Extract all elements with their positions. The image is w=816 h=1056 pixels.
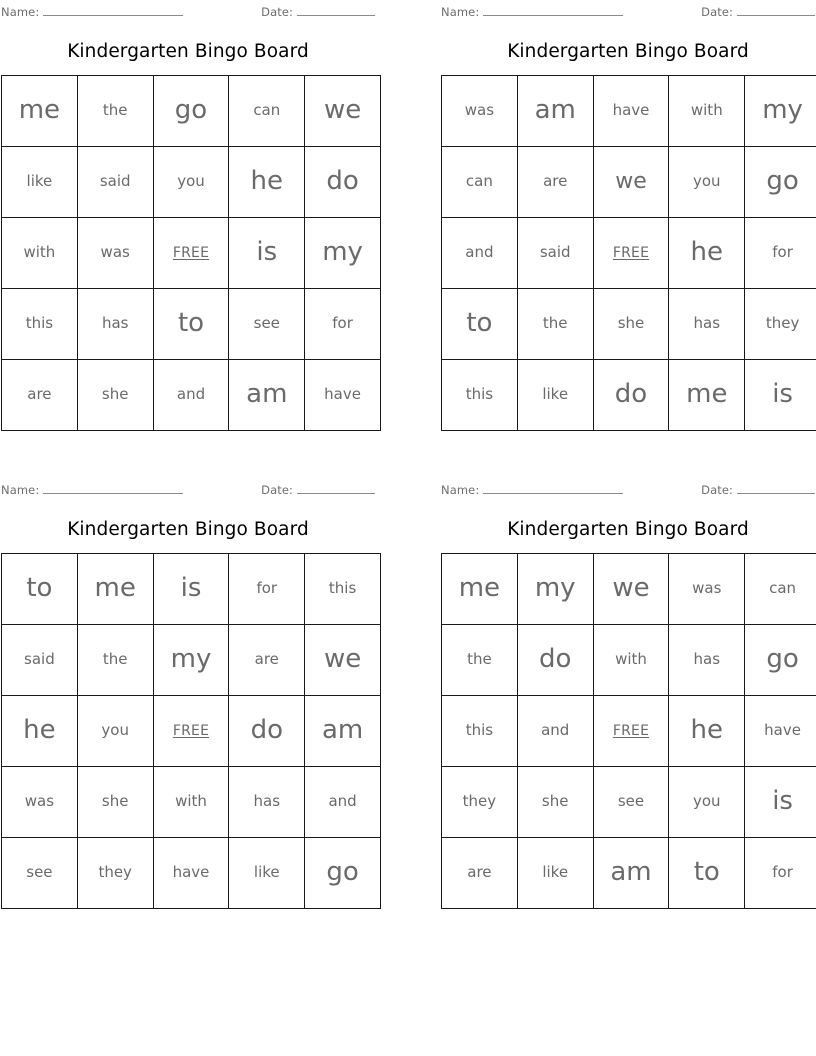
bingo-cell[interactable]: go xyxy=(153,76,229,147)
bingo-cell[interactable]: am xyxy=(305,696,381,767)
bingo-cell[interactable]: has xyxy=(229,767,305,838)
bingo-cell[interactable]: the xyxy=(442,625,518,696)
bingo-cell[interactable]: has xyxy=(669,289,745,360)
bingo-cell[interactable]: am xyxy=(593,838,669,909)
bingo-cell[interactable]: said xyxy=(77,147,153,218)
date-input-line[interactable] xyxy=(737,482,815,494)
bingo-cell[interactable]: am xyxy=(517,76,593,147)
bingo-cell[interactable]: she xyxy=(77,767,153,838)
bingo-row xyxy=(442,218,816,289)
bingo-cell[interactable]: my xyxy=(153,625,229,696)
bingo-card xyxy=(441,478,815,909)
name-input-line[interactable] xyxy=(43,482,183,494)
bingo-cell[interactable]: is xyxy=(229,218,305,289)
bingo-cell[interactable]: to xyxy=(2,554,78,625)
date-label: Date: xyxy=(701,5,733,19)
bingo-cell[interactable]: my xyxy=(517,554,593,625)
date-label: Date: xyxy=(261,483,293,497)
bingo-cell[interactable]: like xyxy=(229,838,305,909)
bingo-cell[interactable]: for xyxy=(745,218,816,289)
name-input-line[interactable] xyxy=(483,4,623,16)
bingo-row xyxy=(2,696,381,767)
bingo-cell[interactable]: was xyxy=(442,76,518,147)
free-space-cell[interactable]: FREE xyxy=(593,696,669,767)
bingo-cell[interactable]: is xyxy=(745,767,816,838)
name-date-row xyxy=(441,478,815,500)
card-title: Kindergarten Bingo Board xyxy=(67,519,309,540)
name-input-line[interactable] xyxy=(43,4,183,16)
bingo-card xyxy=(441,0,815,431)
bingo-cell[interactable]: we xyxy=(593,554,669,625)
bingo-cell[interactable]: he xyxy=(669,218,745,289)
bingo-row xyxy=(2,360,381,431)
bingo-cell[interactable]: we xyxy=(305,625,381,696)
name-label: Name: xyxy=(1,5,40,19)
bingo-cell[interactable]: this xyxy=(305,554,381,625)
bingo-cell[interactable]: and xyxy=(305,767,381,838)
bingo-row xyxy=(442,838,816,909)
bingo-cell[interactable]: and xyxy=(153,360,229,431)
bingo-row xyxy=(442,76,816,147)
bingo-cell[interactable]: we xyxy=(593,147,669,218)
bingo-cell[interactable]: to xyxy=(153,289,229,360)
bingo-cell[interactable]: said xyxy=(2,625,78,696)
bingo-cell[interactable]: with xyxy=(2,218,78,289)
bingo-cell[interactable]: the xyxy=(517,289,593,360)
bingo-cell[interactable]: this xyxy=(442,360,518,431)
name-input-line[interactable] xyxy=(483,482,623,494)
card-title: Kindergarten Bingo Board xyxy=(67,41,309,62)
bingo-cell[interactable]: like xyxy=(517,360,593,431)
bingo-cell[interactable]: to xyxy=(442,289,518,360)
bingo-cell[interactable]: with xyxy=(593,625,669,696)
bingo-cell[interactable]: and xyxy=(442,218,518,289)
bingo-cell[interactable]: see xyxy=(2,838,78,909)
bingo-cell[interactable]: she xyxy=(593,289,669,360)
bingo-cell[interactable]: can xyxy=(745,554,816,625)
bingo-cell[interactable]: they xyxy=(77,838,153,909)
bingo-row xyxy=(2,554,381,625)
bingo-row xyxy=(442,147,816,218)
bingo-row xyxy=(442,360,816,431)
bingo-cell[interactable]: he xyxy=(229,147,305,218)
bingo-cell[interactable]: my xyxy=(745,76,816,147)
date-label: Date: xyxy=(261,5,293,19)
bingo-cell[interactable]: me xyxy=(669,360,745,431)
bingo-card xyxy=(1,478,375,909)
bingo-row xyxy=(442,625,816,696)
bingo-cell[interactable]: for xyxy=(305,289,381,360)
bingo-grid xyxy=(441,75,816,431)
bingo-cell[interactable]: this xyxy=(442,696,518,767)
name-date-row xyxy=(1,0,375,22)
bingo-row xyxy=(2,767,381,838)
bingo-cell[interactable]: we xyxy=(305,76,381,147)
bingo-cell[interactable]: go xyxy=(305,838,381,909)
bingo-cell[interactable]: said xyxy=(517,218,593,289)
bingo-cell[interactable]: my xyxy=(305,218,381,289)
bingo-cell[interactable]: he xyxy=(669,696,745,767)
bingo-cell[interactable]: with xyxy=(153,767,229,838)
name-label: Name: xyxy=(441,483,480,497)
bingo-cell[interactable]: are xyxy=(442,838,518,909)
bingo-cell[interactable]: do xyxy=(593,360,669,431)
bingo-cell[interactable]: me xyxy=(442,554,518,625)
free-space-cell[interactable]: FREE xyxy=(593,218,669,289)
bingo-cell[interactable]: he xyxy=(2,696,78,767)
bingo-cell[interactable]: she xyxy=(77,360,153,431)
bingo-cell[interactable]: she xyxy=(517,767,593,838)
bingo-cell[interactable]: am xyxy=(229,360,305,431)
bingo-row xyxy=(2,218,381,289)
bingo-cell[interactable]: was xyxy=(669,554,745,625)
bingo-row xyxy=(2,147,381,218)
bingo-grid xyxy=(1,75,381,431)
bingo-cell[interactable]: to xyxy=(669,838,745,909)
bingo-cell[interactable]: was xyxy=(2,767,78,838)
bingo-cell[interactable]: for xyxy=(745,838,816,909)
date-input-line[interactable] xyxy=(737,4,815,16)
name-date-row xyxy=(441,0,815,22)
bingo-row xyxy=(442,289,816,360)
bingo-grid xyxy=(441,553,816,909)
bingo-cell[interactable]: are xyxy=(229,625,305,696)
bingo-cell[interactable]: have xyxy=(745,696,816,767)
bingo-cell[interactable]: with xyxy=(669,76,745,147)
bingo-cell[interactable]: me xyxy=(77,554,153,625)
bingo-cell[interactable]: and xyxy=(517,696,593,767)
bingo-row xyxy=(2,625,381,696)
bingo-cell[interactable]: me xyxy=(2,76,78,147)
bingo-cell[interactable]: is xyxy=(745,360,816,431)
bingo-cell[interactable]: for xyxy=(229,554,305,625)
bingo-cell[interactable]: has xyxy=(669,625,745,696)
bingo-cell[interactable]: they xyxy=(745,289,816,360)
name-label: Name: xyxy=(441,5,480,19)
bingo-cell[interactable]: see xyxy=(229,289,305,360)
card-title: Kindergarten Bingo Board xyxy=(507,41,749,62)
bingo-card xyxy=(1,0,375,431)
bingo-cell[interactable]: has xyxy=(77,289,153,360)
free-space-cell[interactable]: FREE xyxy=(153,218,229,289)
bingo-cell[interactable]: can xyxy=(229,76,305,147)
bingo-cell[interactable]: have xyxy=(305,360,381,431)
bingo-row xyxy=(2,76,381,147)
date-input-line[interactable] xyxy=(297,482,375,494)
name-label: Name: xyxy=(1,483,40,497)
bingo-row xyxy=(2,838,381,909)
bingo-cell[interactable]: do xyxy=(229,696,305,767)
bingo-cell[interactable]: this xyxy=(2,289,78,360)
bingo-cell[interactable]: was xyxy=(77,218,153,289)
bingo-cell[interactable]: are xyxy=(517,147,593,218)
bingo-cell[interactable]: you xyxy=(669,767,745,838)
bingo-cell[interactable]: like xyxy=(2,147,78,218)
bingo-cell[interactable]: you xyxy=(153,147,229,218)
bingo-cell[interactable]: like xyxy=(517,838,593,909)
bingo-cell[interactable]: do xyxy=(305,147,381,218)
bingo-cell[interactable]: are xyxy=(2,360,78,431)
bingo-cell[interactable]: have xyxy=(593,76,669,147)
free-space-cell[interactable]: FREE xyxy=(153,696,229,767)
bingo-cell[interactable]: is xyxy=(153,554,229,625)
bingo-cell[interactable]: go xyxy=(745,625,816,696)
bingo-grid xyxy=(1,553,381,909)
bingo-cell[interactable]: the xyxy=(77,625,153,696)
name-date-row xyxy=(1,478,375,500)
bingo-row xyxy=(442,696,816,767)
bingo-cell[interactable]: the xyxy=(77,76,153,147)
bingo-cell[interactable]: they xyxy=(442,767,518,838)
bingo-cell[interactable]: go xyxy=(745,147,816,218)
bingo-row xyxy=(442,554,816,625)
bingo-cell[interactable]: you xyxy=(77,696,153,767)
bingo-row xyxy=(2,289,381,360)
bingo-row xyxy=(442,767,816,838)
date-input-line[interactable] xyxy=(297,4,375,16)
bingo-cell[interactable]: do xyxy=(517,625,593,696)
bingo-cell[interactable]: can xyxy=(442,147,518,218)
bingo-cell[interactable]: you xyxy=(669,147,745,218)
date-label: Date: xyxy=(701,483,733,497)
card-title: Kindergarten Bingo Board xyxy=(507,519,749,540)
bingo-cell[interactable]: see xyxy=(593,767,669,838)
bingo-cell[interactable]: have xyxy=(153,838,229,909)
